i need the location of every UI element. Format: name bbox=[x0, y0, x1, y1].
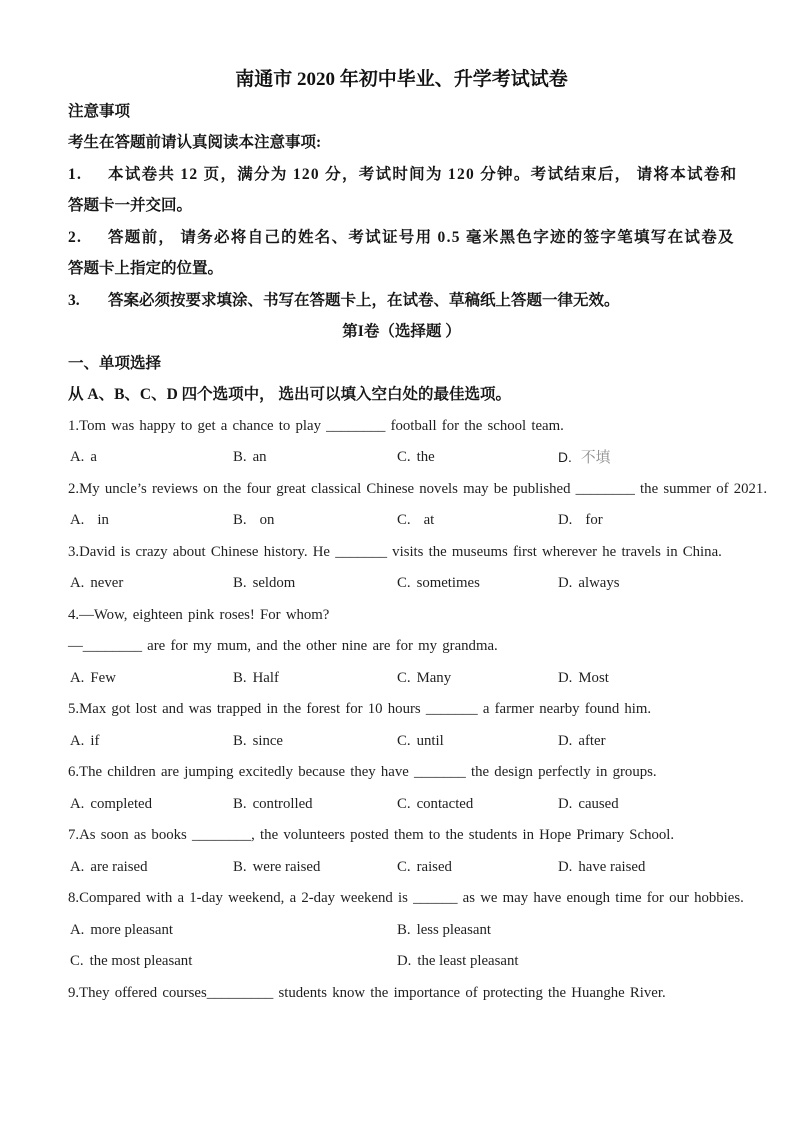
option-letter: C. bbox=[397, 669, 411, 686]
option-letter: D. bbox=[558, 450, 572, 465]
question-2-text: 2.My uncle’s reviews on the four great classical Chinese novels may be published ________ the summer of 2021. bbox=[68, 480, 768, 497]
option-letter: C. bbox=[397, 795, 411, 812]
option-text: were raised bbox=[252, 858, 321, 875]
option-letter: A. bbox=[70, 858, 85, 875]
option-letter: B. bbox=[233, 449, 247, 465]
option-text: have raised bbox=[578, 858, 646, 875]
part-heading: 一、单项选择 bbox=[68, 354, 162, 372]
option-text: 不填 bbox=[580, 450, 611, 466]
option-text: completed bbox=[90, 795, 153, 812]
question-3-option-a bbox=[70, 568, 233, 600]
question-1-option-b bbox=[233, 442, 397, 475]
option-text: raised bbox=[416, 858, 452, 875]
option-letter: D. bbox=[558, 669, 573, 686]
question-5-text: 5.Max got lost and was trapped in the forest for 10 hours _______ a farmer nearby found him. bbox=[68, 701, 652, 717]
question-5-option-a bbox=[70, 726, 233, 758]
option-text: Many bbox=[416, 669, 452, 686]
question-6-option-a bbox=[70, 789, 233, 821]
question-7-option-d bbox=[558, 852, 735, 884]
notice-item-3-text: 答案必须按要求填涂、书写在答题卡上，在试卷、草稿纸上答题一律无效。 bbox=[108, 291, 620, 309]
option-text: since bbox=[252, 732, 283, 749]
notice-item-2-text: 答题前， 请务必将自己的姓名、考试证号用 0.5 毫米黑色字迹的签字笔填写在试卷及 bbox=[108, 228, 735, 246]
question-1-text: 1.Tom was happy to get a chance to play ________ football for the school team. bbox=[68, 417, 564, 434]
option-letter: D. bbox=[558, 575, 573, 591]
question-4-option-c bbox=[397, 663, 558, 695]
option-letter: C. bbox=[397, 858, 411, 875]
notice-item-2-number: 2. bbox=[68, 228, 83, 246]
question-8-option-c bbox=[70, 946, 397, 978]
option-text: never bbox=[90, 575, 124, 591]
question-1-option-d bbox=[558, 442, 735, 475]
option-text: sometimes bbox=[416, 575, 480, 591]
notice-item-1-text: 本试卷共 12 页，满分为 120 分，考试时间为 120 分钟。考试结束后， 请将本试卷和 bbox=[108, 165, 738, 183]
option-text: until bbox=[416, 732, 444, 749]
notice-item-3 bbox=[68, 285, 735, 317]
option-letter: C. bbox=[70, 953, 84, 969]
part-instructions: 从 A、B、C、D 四个选项中， 选出可以填入空白处的最佳选项。 bbox=[68, 386, 512, 403]
question-7-text: 7.As soon as books ________, the volunteers posted them to the students in Hope Primary School. bbox=[68, 827, 675, 843]
question-4-option-d bbox=[558, 663, 735, 695]
option-text: controlled bbox=[252, 795, 313, 812]
option-text: after bbox=[578, 732, 606, 749]
option-text: Most bbox=[578, 669, 609, 686]
option-letter: A. bbox=[70, 575, 85, 591]
notice-intro: 考生在答题前请认真阅读本注意事项: bbox=[68, 134, 322, 151]
option-letter: B. bbox=[233, 669, 247, 686]
question-4-option-b bbox=[233, 663, 397, 695]
option-letter: A. bbox=[70, 669, 85, 686]
option-text: in bbox=[97, 512, 109, 528]
question-2-option-c bbox=[397, 505, 558, 537]
option-text: more pleasant bbox=[90, 921, 173, 938]
question-5-option-b bbox=[233, 726, 397, 758]
option-text: an bbox=[252, 449, 267, 465]
question-5-option-c bbox=[397, 726, 558, 758]
question-8-text: 8.Compared with a 1-day weekend, a 2-day weekend is ______ as we may have enough time for our hobbies. bbox=[68, 890, 744, 906]
question-6-option-d bbox=[558, 789, 735, 821]
question-8-options-row-1 bbox=[68, 915, 735, 947]
question-2-option-a bbox=[70, 505, 233, 537]
option-letter: B. bbox=[233, 858, 247, 875]
question-3-text: 3.David is crazy about Chinese history. He _______ visits the museums first wherever he travels in China. bbox=[68, 543, 722, 560]
option-letter: D. bbox=[558, 858, 573, 875]
option-letter: A. bbox=[70, 795, 85, 812]
option-letter: C. bbox=[397, 449, 411, 465]
question-4-option-a bbox=[70, 663, 233, 695]
notice-item-3-number: 3. bbox=[68, 291, 80, 309]
question-5-options bbox=[68, 726, 735, 758]
question-6-options bbox=[68, 789, 735, 821]
option-text: are raised bbox=[90, 858, 148, 875]
question-1-options bbox=[68, 442, 735, 474]
option-letter: A. bbox=[70, 921, 85, 938]
question-6-option-b bbox=[233, 789, 397, 821]
question-3-option-b bbox=[233, 568, 397, 600]
option-letter: A. bbox=[70, 732, 85, 749]
question-8-options-row-2 bbox=[68, 946, 735, 978]
section-heading: 第I卷（选择题 ） bbox=[342, 323, 461, 340]
option-letter: B. bbox=[233, 512, 247, 528]
option-text: Few bbox=[90, 669, 116, 686]
option-letter: B. bbox=[233, 795, 247, 812]
question-9-text: 9.They offered courses_________ students know the importance of protecting the Huanghe River. bbox=[68, 984, 666, 1001]
option-letter: C. bbox=[397, 512, 411, 528]
option-text: the least pleasant bbox=[417, 953, 519, 969]
question-1-option-c bbox=[397, 442, 558, 475]
option-text: Half bbox=[252, 669, 279, 686]
question-2-option-d bbox=[558, 505, 735, 537]
question-3-option-d bbox=[558, 568, 735, 600]
option-text: the bbox=[416, 449, 435, 465]
question-8-option-a bbox=[70, 915, 397, 947]
question-7-option-c bbox=[397, 852, 558, 884]
option-text: for bbox=[585, 512, 603, 528]
option-text: if bbox=[90, 732, 100, 749]
option-text: on bbox=[259, 512, 275, 528]
question-3-option-c bbox=[397, 568, 558, 600]
question-8-option-d bbox=[397, 946, 735, 978]
option-text: a bbox=[90, 449, 97, 465]
option-text: always bbox=[578, 575, 620, 591]
option-text: less pleasant bbox=[416, 921, 491, 938]
question-7-option-b bbox=[233, 852, 397, 884]
question-4-text: 4.—Wow, eighteen pink roses! For whom? bbox=[68, 606, 330, 623]
option-text: the most pleasant bbox=[89, 953, 193, 969]
option-letter: A. bbox=[70, 449, 85, 465]
question-2-options bbox=[68, 505, 735, 537]
option-letter: B. bbox=[233, 732, 247, 749]
question-2-option-b bbox=[233, 505, 397, 537]
question-3-options bbox=[68, 568, 735, 600]
option-letter: B. bbox=[397, 921, 411, 938]
question-1-option-a bbox=[70, 442, 233, 475]
question-6-option-c bbox=[397, 789, 558, 821]
option-letter: D. bbox=[397, 953, 412, 969]
option-letter: D. bbox=[558, 795, 573, 812]
notice-item-1-continuation: 答题卡一并交回。 bbox=[68, 197, 193, 214]
question-7-options bbox=[68, 852, 735, 884]
notice-item-1-number: 1. bbox=[68, 165, 83, 183]
option-letter: D. bbox=[558, 512, 573, 528]
option-letter: D. bbox=[558, 732, 573, 749]
notice-item-2-continuation: 答题卡上指定的位置。 bbox=[68, 260, 224, 277]
option-letter: A. bbox=[70, 512, 85, 528]
question-5-option-d bbox=[558, 726, 735, 758]
option-letter: B. bbox=[233, 575, 247, 591]
notice-item-2 bbox=[68, 222, 735, 254]
notice-heading: 注意事项 bbox=[68, 102, 131, 120]
option-letter: C. bbox=[397, 575, 411, 591]
question-6-text: 6.The children are jumping excitedly because they have _______ the design perfectly in groups. bbox=[68, 764, 657, 780]
question-4-options bbox=[68, 663, 735, 695]
option-text: at bbox=[423, 512, 435, 528]
question-7-option-a bbox=[70, 852, 233, 884]
option-text: contacted bbox=[416, 795, 474, 812]
notice-item-1 bbox=[68, 159, 738, 191]
option-letter: C. bbox=[397, 732, 411, 749]
option-text: caused bbox=[578, 795, 619, 812]
option-text: seldom bbox=[252, 575, 296, 591]
page-title: 南通市 2020 年初中毕业、升学考试试卷 bbox=[235, 69, 568, 90]
question-4-text-line2: —________ are for my mum, and the other nine are for my grandma. bbox=[68, 638, 498, 654]
question-8-option-b bbox=[397, 915, 735, 947]
